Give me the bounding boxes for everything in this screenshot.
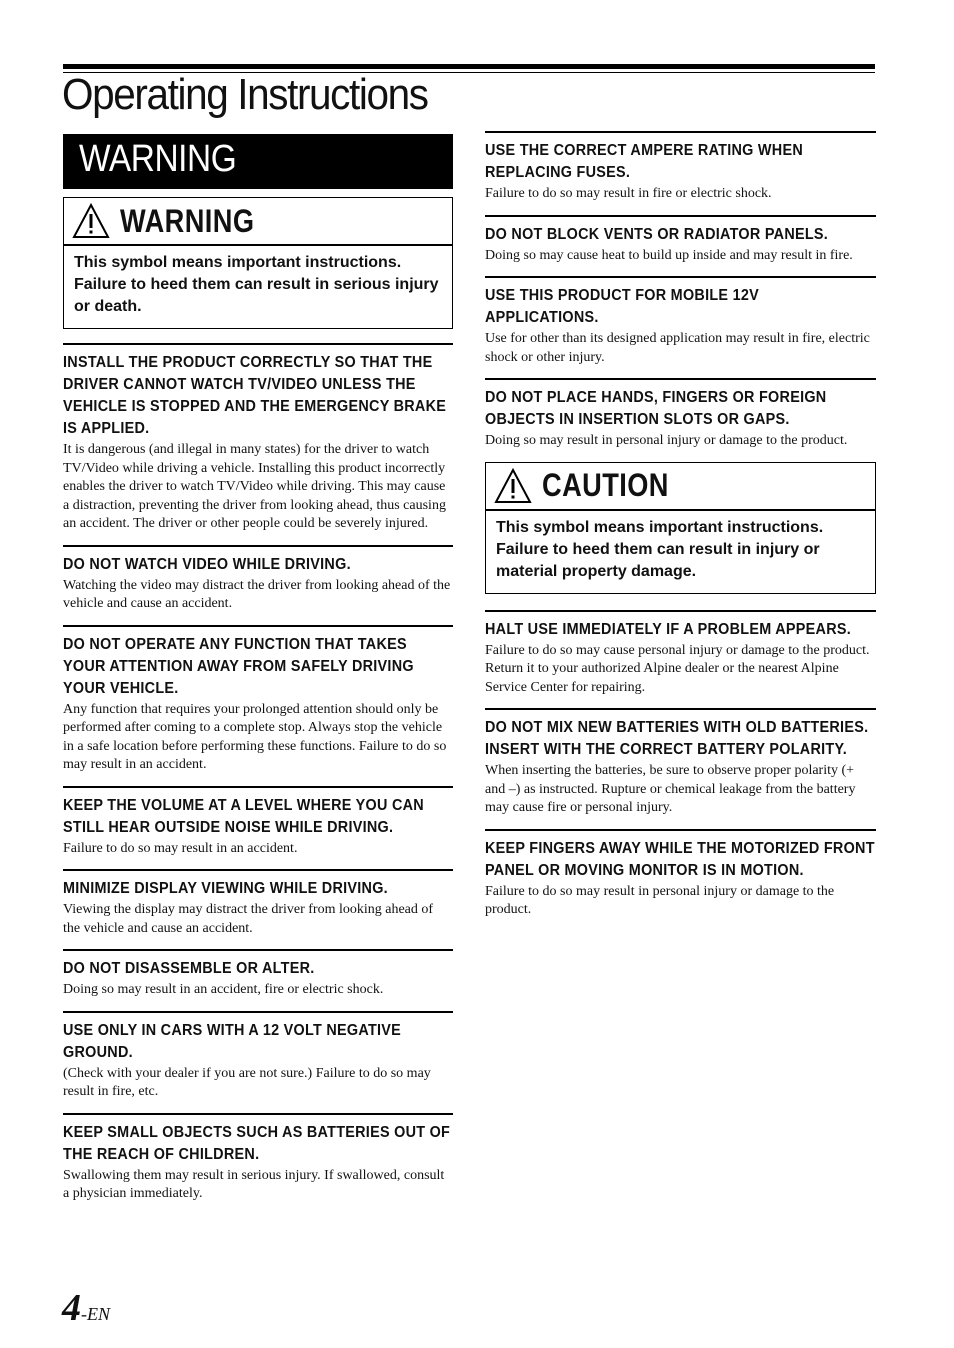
right-item-6 — [485, 708, 876, 829]
left-item-3 — [63, 625, 453, 786]
item-heading: DO NOT DISASSEMBLE OR ALTER. — [63, 960, 315, 977]
warning-symbol-head — [64, 198, 452, 246]
item-body: Failure to do so may result in personal injury or damage to the product. — [485, 883, 835, 917]
item-heading: MINIMIZE DISPLAY VIEWING WHILE DRIVING. — [63, 880, 388, 897]
item-heading: USE THIS PRODUCT FOR MOBILE 12V APPLICATIONS. — [485, 287, 760, 326]
right-item-7 — [485, 829, 876, 931]
item-heading: KEEP SMALL OBJECTS SUCH AS BATTERIES OUT OF THE REACH OF CHILDREN. — [63, 1123, 451, 1163]
right-item-4 — [485, 378, 876, 462]
left-column — [63, 134, 453, 1215]
caution-symbol-label: CAUTION — [542, 467, 669, 503]
left-item-8 — [63, 1113, 453, 1215]
item-heading: KEEP FINGERS AWAY WHILE THE MOTORIZED FRONT PANEL OR MOVING MONITOR IS IN MOTION. — [485, 839, 875, 879]
item-body: Any function that requires your prolonged attention should only be performed after coming to a complete stop. Always stop the vehicle in a safe location before performing these functions. Failure to do so may result in an accident. — [63, 701, 447, 772]
page-title: Operating Instructions — [62, 70, 428, 119]
top-rule — [63, 64, 875, 69]
left-item-4 — [63, 786, 453, 870]
warning-triangle-icon — [72, 203, 110, 239]
item-heading: INSTALL THE PRODUCT CORRECTLY SO THAT THE DRIVER CANNOT WATCH TV/VIDEO UNLESS THE VEHICLE IS STOPPED AND THE EMERGENCY BRAKE IS APPLIED. — [63, 354, 447, 437]
right-item-1 — [485, 131, 876, 215]
item-body: Use for other than its designed application may result in fire, electric shock or other injury. — [485, 331, 870, 365]
warning-banner-text: WARNING — [79, 138, 237, 180]
item-body: Failure to do so may result in fire or electric shock. — [485, 186, 772, 201]
item-body: Doing so may cause heat to build up inside and may result in fire. — [485, 247, 853, 263]
right-column — [485, 131, 876, 931]
item-heading: USE ONLY IN CARS WITH A 12 VOLT NEGATIVE GROUND. — [63, 1021, 402, 1061]
item-body: When inserting the batteries, be sure to observe proper polarity (+ and –) as instructed. Rupture or chemical leakage from the battery may cause fire or personal injury. — [485, 763, 856, 815]
item-heading: DO NOT WATCH VIDEO WHILE DRIVING. — [63, 555, 351, 573]
page-number — [62, 1286, 110, 1330]
warning-symbol-label: WARNING — [120, 202, 255, 239]
item-heading: DO NOT MIX NEW BATTERIES WITH OLD BATTERIES. INSERT WITH THE CORRECT BATTERY POLARITY. — [485, 719, 869, 758]
item-body: Doing so may result in personal injury or damage to the product. — [485, 433, 848, 448]
right-item-3 — [485, 276, 876, 378]
caution-symbol-text: This symbol means important instructions. Failure to heed them can result in injury or material property damage. — [496, 518, 824, 580]
page-number-suffix: -EN — [81, 1304, 110, 1324]
left-item-5 — [63, 869, 453, 949]
item-heading: DO NOT OPERATE ANY FUNCTION THAT TAKES YOUR ATTENTION AWAY FROM SAFELY DRIVING YOUR VEHICLE. — [63, 635, 414, 697]
item-body: (Check with your dealer if you are not sure.) Failure to do so may result in fire, etc. — [63, 1065, 431, 1099]
caution-symbol-box — [485, 462, 876, 594]
item-heading: KEEP THE VOLUME AT A LEVEL WHERE YOU CAN STILL HEAR OUTSIDE NOISE WHILE DRIVING. — [63, 796, 424, 836]
caution-triangle-icon — [494, 468, 532, 504]
left-item-6 — [63, 949, 453, 1011]
left-item-7 — [63, 1011, 453, 1113]
item-heading: DO NOT BLOCK VENTS OR RADIATOR PANELS. — [485, 225, 829, 243]
caution-symbol-head — [486, 463, 875, 511]
right-item-2 — [485, 215, 876, 277]
left-item-1 — [63, 343, 453, 545]
item-heading: USE THE CORRECT AMPERE RATING WHEN REPLACING FUSES. — [485, 142, 803, 181]
right-item-5 — [485, 610, 876, 709]
warning-banner — [63, 134, 453, 189]
item-body: Viewing the display may distract the driver from looking ahead of the vehicle and cause an accident. — [63, 902, 434, 936]
item-body: Swallowing them may result in serious injury. If swallowed, consult a physician immediately. — [63, 1167, 445, 1201]
warning-symbol-text: This symbol means important instructions. Failure to heed them can result in serious injury or death. — [74, 254, 439, 315]
warning-symbol-box — [63, 197, 453, 329]
item-body: Doing so may result in an accident, fire or electric shock. — [63, 982, 384, 997]
item-body: Watching the video may distract the driver from looking ahead of the vehicle and cause an accident. — [63, 577, 451, 611]
left-item-2 — [63, 545, 453, 625]
item-heading: DO NOT PLACE HANDS, FINGERS OR FOREIGN OBJECTS IN INSERTION SLOTS OR GAPS. — [485, 389, 827, 428]
item-body: Failure to do so may result in an accident. — [63, 840, 298, 856]
item-body: Failure to do so may cause personal injury or damage to the product. Return it to your authorized Alpine dealer or the nearest Alpine Service Center for repairing. — [485, 642, 870, 695]
item-body: It is dangerous (and illegal in many states) for the driver to watch TV/Video while driving a vehicle. Installing this product incorrectly enables the driver to watch TV/Video while driving. This may cause a distraction, preventing the driver from looking ahead, thus causing an accident. The driver or other people could be severely injured. — [63, 442, 446, 531]
item-heading: HALT USE IMMEDIATELY IF A PROBLEM APPEARS. — [485, 620, 852, 638]
page-number-value: 4 — [62, 1287, 81, 1329]
